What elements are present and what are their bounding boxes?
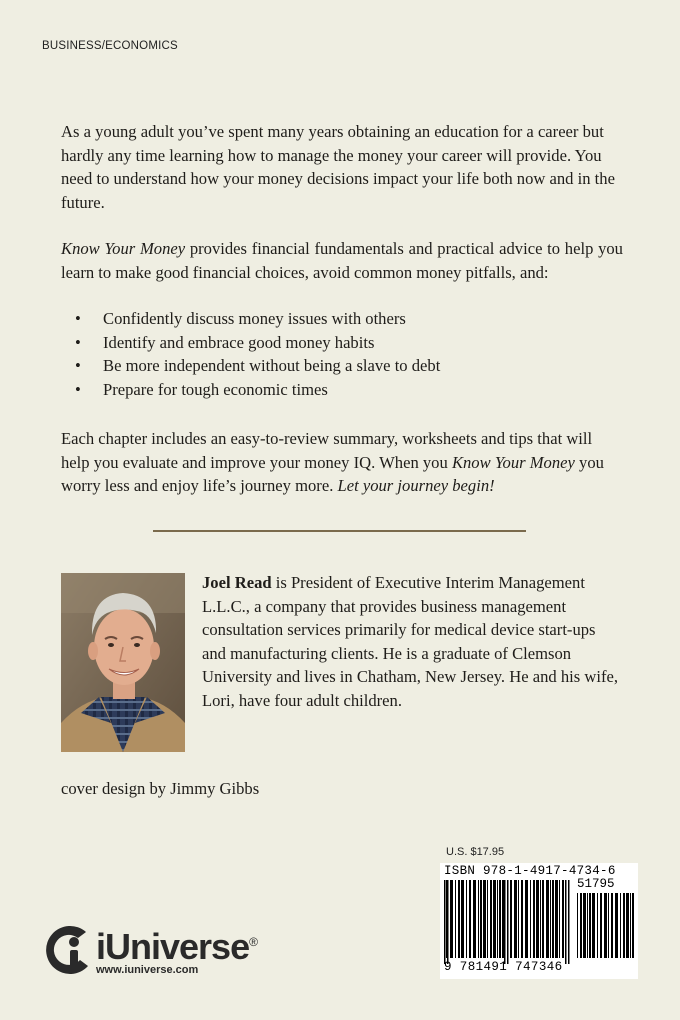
isbn-number: ISBN 978-1-4917-4734-6 [444,864,616,878]
bullet-glyph: • [75,379,81,399]
publisher-name [96,926,257,968]
publisher-logo [40,920,280,982]
list-item [61,331,621,355]
bullet-glyph: • [75,309,81,328]
closing-text-2: you worry less and enjoy life’s journey more. [61,452,604,495]
description-text: provides financial fundamentals and practical advice to help you learn to make good financial choices, avoid common money pitfalls, and: [61,239,623,282]
bullet-glyph: • [75,332,81,352]
section-divider [153,530,526,532]
registered-mark: ® [249,935,257,949]
ean-number: 9 781491 747346 [444,960,563,974]
closing-text-1: Each chapter includes an easy-to-review summary, worksheets and tips that will help you evaluate and improve your money IQ. When you [61,429,593,472]
isbn-barcode [440,863,638,979]
author-photo [61,573,185,752]
cover-design-credit: cover design by Jimmy Gibbs [61,779,260,798]
description-paragraph [61,237,623,284]
book-title-inline: Know Your Money [451,452,575,472]
publisher-url: www.iuniverse.com [96,964,199,976]
price-addon-number: 51795 [577,877,615,891]
author-bio [202,571,620,712]
list-item-text: Be more independent without being a slave to debt [103,356,441,375]
category-label: BUSINESS/ECONOMICS [42,40,178,52]
book-title: Know Your Money [61,239,186,258]
closing-paragraph [61,427,623,498]
list-item-text: Confidently discuss money issues with others [103,309,406,328]
benefits-list [61,307,621,401]
author-bio-text: is President of Executive Interim Management L.L.C., a company that provides business management consultation services primarily for medical device start-ups and manufacturing clients. He is a graduate of Clemson University and lives in Chatham, New Jersey. He and his wife, Lori, have four adult children. [202,573,618,710]
bullet-glyph: • [75,356,81,375]
list-item-text: Prepare for tough economic times [103,379,328,399]
intro-paragraph: As a young adult you’ve spent many years obtaining an education for a career but hardly any time learning how to manage the money your career will provide. You need to understand how your money decisions impact your life both now and in the future. [61,122,615,212]
list-item [61,354,621,378]
list-item-text: Identify and embrace good money habits [103,332,375,352]
list-item [61,378,621,402]
list-item [61,307,621,331]
publisher-name-text: iUniverse [96,926,250,967]
iuniverse-swirl-icon [40,920,96,980]
author-name: Joel Read [202,573,272,592]
tagline: Let your journey begin! [337,476,495,495]
price-label: U.S. $17.95 [446,846,505,858]
